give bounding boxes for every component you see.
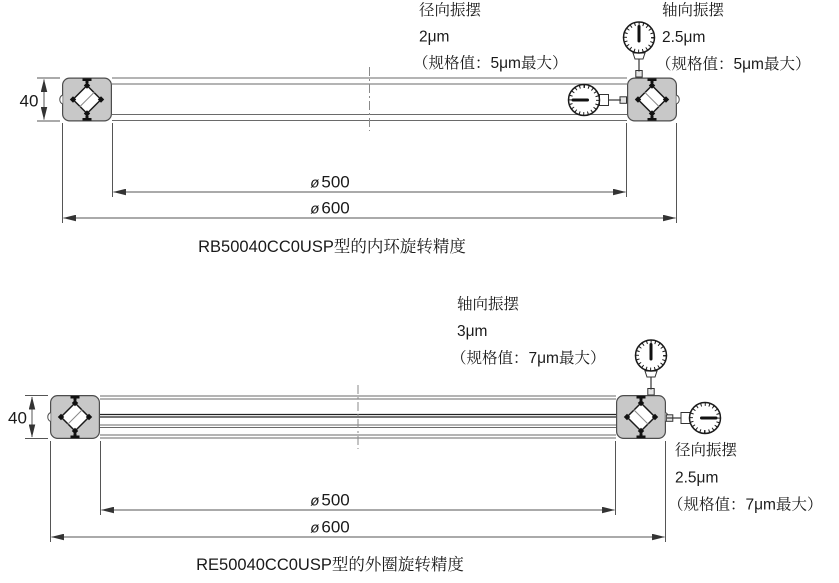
top-radial-runout-label (413, 1, 567, 72)
top-bore-diameter-label: ø 500 (310, 172, 350, 192)
top-axial-runout-value: 2.5μm (662, 29, 706, 46)
bottom-bearing-cross-section-right (617, 396, 669, 439)
bottom-axial-runout-title: 轴向振摆 (457, 296, 520, 313)
top-axial-runout-label (656, 1, 810, 73)
top-caption: RB50040CC0USP型的内环旋转精度 (198, 238, 466, 256)
top-radial-dial-indicator-icon (569, 85, 627, 116)
bottom-axial-runout-spec: （规格值：7μm最大） (451, 350, 606, 367)
top-bearing-cross-section-left (60, 78, 112, 121)
bottom-axial-dial-indicator-icon (636, 340, 667, 395)
bottom-caption: RE50040CC0USP型的外圈旋转精度 (196, 556, 464, 574)
bottom-radial-runout-title: 径向振摆 (675, 442, 738, 459)
top-diameter-dimensions (63, 123, 677, 223)
top-bearing-cross-section-right (628, 78, 680, 121)
top-radial-runout-title: 径向振摆 (419, 2, 482, 19)
bottom-height-value: 40 (8, 408, 27, 428)
bottom-axial-runout-label (451, 295, 605, 367)
bottom-radial-dial-indicator-icon (666, 403, 720, 434)
bottom-outer-diameter-label: ø 600 (310, 517, 350, 537)
top-radial-runout-spec: （规格值：5μm最大） (413, 55, 568, 72)
bottom-radial-runout-value: 2.5μm (675, 469, 719, 487)
bottom-height-dimension (8, 396, 48, 439)
top-diagram (20, 1, 811, 256)
bottom-axial-runout-value: 3μm (457, 323, 488, 340)
top-axial-runout-title: 轴向振摆 (662, 2, 725, 19)
top-height-value: 40 (19, 91, 39, 111)
bottom-diagram (8, 295, 822, 574)
bottom-radial-runout-spec: （规格值：7μm最大） (668, 496, 823, 514)
bottom-diameter-dimensions (51, 441, 666, 542)
top-outer-diameter-label: ø 600 (310, 198, 350, 218)
top-radial-runout-value: 2μm (419, 28, 450, 46)
top-axial-dial-indicator-icon (624, 22, 655, 77)
bottom-bore-diameter-label: ø 500 (310, 490, 350, 510)
top-height-dimension (20, 78, 60, 121)
bottom-radial-runout-label (668, 441, 822, 514)
top-axial-runout-spec: （规格值：5μm最大） (656, 56, 811, 73)
bottom-bearing-cross-section-left (48, 396, 100, 439)
